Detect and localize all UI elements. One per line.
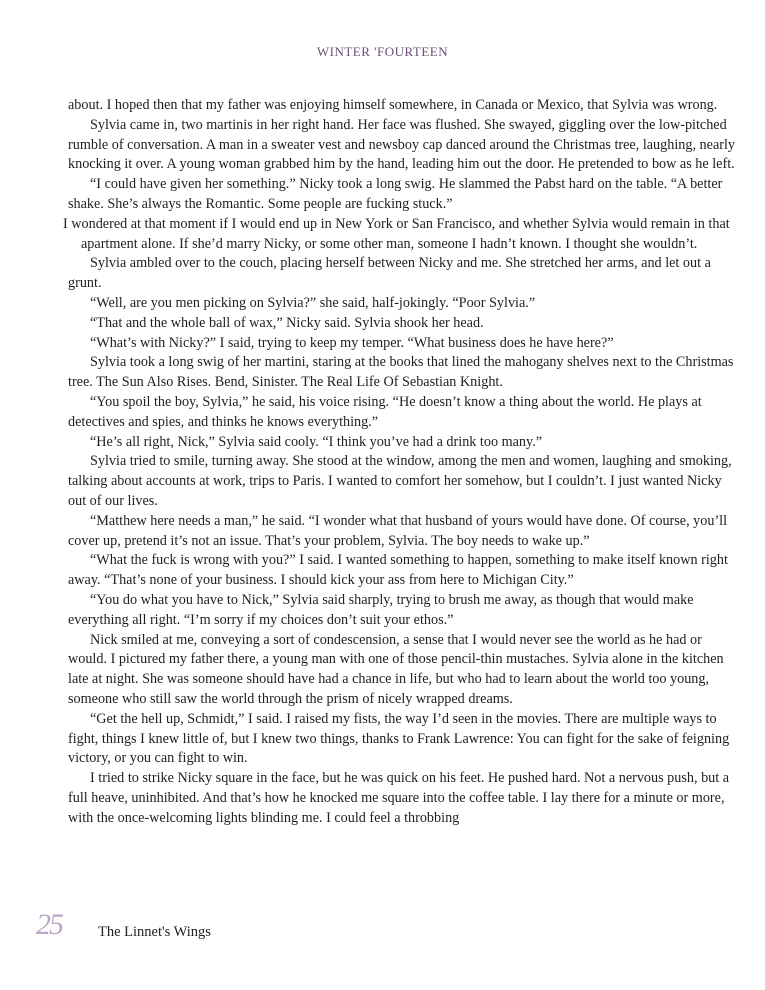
magazine-name: The Linnet's Wings [98, 924, 211, 940]
paragraph: “You do what you have to Nick,” Sylvia said sharply, trying to brush me away, as though that would make everything all right. “I’m sorry if my choices don’t suit your ethos.” [68, 591, 694, 628]
paragraph: I wondered at that moment if I would end up in New York or San Francisco, and whether Sylvia would remain in that apartment alone. If she’d marry Nicky, or some other man, someone I hadn’t known. I thought she wouldn’t. [63, 215, 730, 252]
article-body [63, 96, 740, 828]
page-number: 25 [36, 908, 62, 941]
paragraph: Sylvia took a long swig of her martini, staring at the books that lined the mahogany shelves next to the Christmas tree. The Sun Also Rises. Bend, Sinister. The Real Life Of Sebastian Knight. [68, 354, 734, 391]
paragraph: about. I hoped then that my father was enjoying himself somewhere, in Canada or Mexico, that Sylvia was wrong. [68, 97, 718, 113]
paragraph: Nick smiled at me, conveying a sort of condescension, a sense that I would never see the world as he had or would. I pictured my father there, a young man with one of those pencil-thin mustaches. Sylvia alone in the kitchen late at night. She was someone should have had a chance in life, but who had to learn about the world too young, someone who still saw the world through the prism of nicely wrapped dreams. [68, 631, 724, 707]
paragraph: Sylvia ambled over to the couch, placing herself between Nicky and me. She stretched her arms, and let out a grunt. [68, 255, 711, 292]
paragraph: I tried to strike Nicky square in the face, but he was quick on his feet. He pushed hard. Not a nervous push, but a full heave, uninhibited. And that’s how he knocked me square into the coffee table. I lay there for a minute or more, with the once-welcoming lights blinding me. I could feel a throbbing [68, 770, 730, 826]
paragraph: “Get the hell up, Schmidt,” I said. I raised my fists, the way I’d seen in the movies. There are multiple ways to fight, things I knew little of, but I knew two things, thanks to Frank Lawrence: You can fight for the sake of feigning victory, or you can fight to win. [68, 710, 730, 767]
paragraph: “What’s with Nicky?” I said, trying to keep my temper. “What business does he have here?” [90, 334, 614, 351]
paragraph: “I could have given her something.” Nicky took a long swig. He slammed the Pabst hard on the table. “A better shake. She’s always the Romantic. Some people are fucking stuck.” [68, 176, 723, 212]
running-header: WINTER 'FOURTEEN [316, 44, 449, 59]
paragraph: “Matthew here needs a man,” he said. “I wonder what that husband of yours would have done. Of course, you’ll cover up, pretend it’s not an issue. That’s your problem, Sylvia. The boy needs to wake up.” [68, 512, 728, 549]
paragraph: “Well, are you men picking on Sylvia?” she said, half-jokingly. “Poor Sylvia.” [90, 294, 536, 311]
paragraph: “What the fuck is wrong with you?” I said. I wanted something to happen, something to make itself known right away. “That’s none of your business. I should kick your ass from here to Michigan City.” [68, 552, 728, 589]
paragraph: “You spoil the boy, Sylvia,” he said, his voice rising. “He doesn’t know a thing about the world. He plays at detectives and spies, and thinks he knows everything.” [68, 393, 702, 430]
paragraph: “He’s all right, Nick,” Sylvia said cooly. “I think you’ve had a drink too many.” [90, 433, 543, 450]
page-footer [36, 908, 336, 944]
paragraph: “That and the whole ball of wax,” Nicky said. Sylvia shook her head. [90, 314, 484, 331]
paragraph: Sylvia tried to smile, turning away. She stood at the window, among the men and women, laughing and smoking, talking about accounts at work, trips to Paris. I wanted to comfort her somehow, but I couldn’t. I just wanted Nicky out of our lives. [68, 453, 732, 509]
paragraph: Sylvia came in, two martinis in her right hand. Her face was flushed. She swayed, giggling over the low-pitched rumble of conversation. A man in a sweater vest and newsboy cap danced around the Christmas tree, laughing, nearly knocking it over. A young woman grabbed him by the hand, leading him out the door. He pretended to bow as he left. [68, 116, 736, 173]
